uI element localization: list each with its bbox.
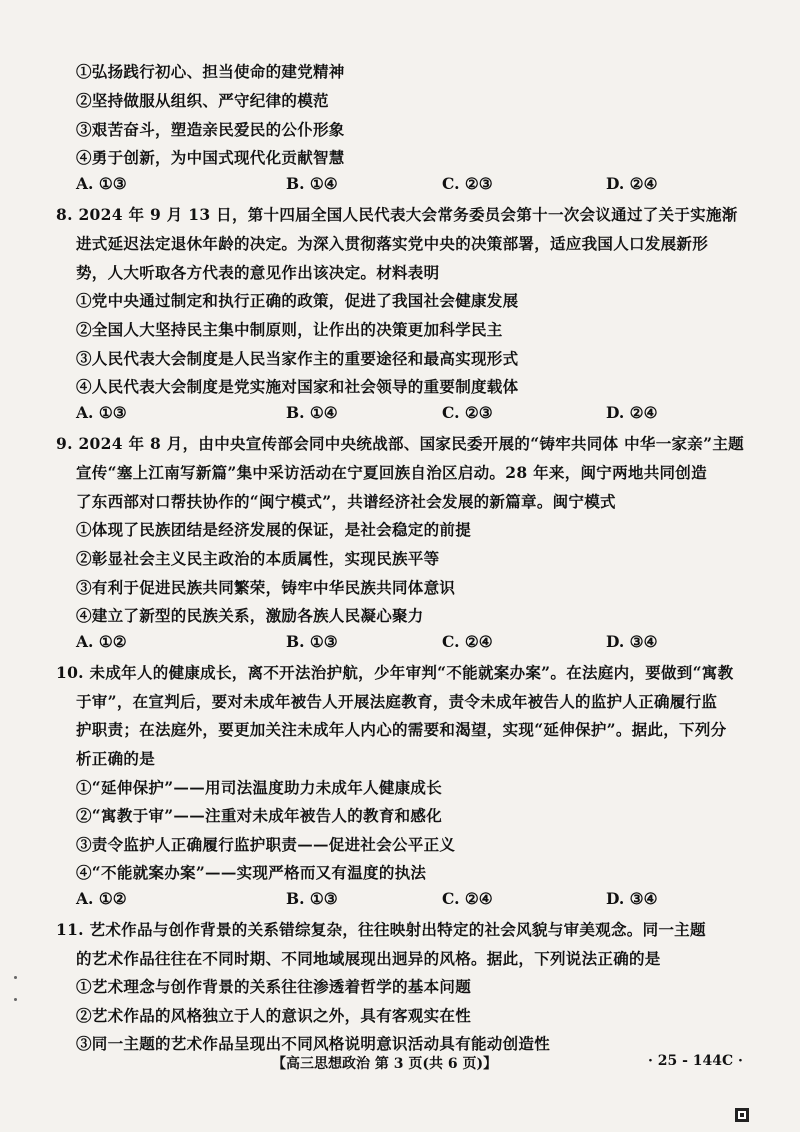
page-footer-title: 【高三思想政治 第 3 页(共 6 页)】 — [272, 1056, 498, 1072]
q8-choices — [76, 403, 736, 425]
q9-option-3: ③有利于促进民族共同繁荣，铸牢中华民族共同体意识 — [76, 578, 456, 597]
choice-b: B. ①③ — [286, 889, 338, 908]
q7-option-2: ②坚持做服从组织、严守纪律的模范 — [76, 91, 329, 110]
choice-a: A. ①③ — [76, 174, 127, 193]
q9-stem-line-2: 宣传“塞上江南写新篇”集中采访活动在宁夏回族自治区启动。28 年来，闽宁两地共同创造 — [76, 463, 707, 482]
q10-stem-line-3: 护职责；在法庭外，要更加关注未成年人内心的需要和渴望，实现“延伸保护”。据此，下列分 — [76, 720, 727, 739]
q11-stem-line-2: 的艺术作品往往在不同时期、不同地域展现出迥异的风格。据此，下列说法正确的是 — [76, 949, 661, 968]
choice-d: D. ②④ — [606, 174, 658, 193]
choice-d: D. ③④ — [606, 632, 658, 651]
q10-option-4: ④“不能就案办案”——实现严格而又有温度的执法 — [76, 863, 427, 882]
show-through-text — [480, 62, 484, 78]
q8-option-4: ④人民代表大会制度是党实施对国家和社会领导的重要制度载体 — [76, 377, 519, 396]
choice-d: D. ③④ — [606, 889, 658, 908]
q9-stem-line-3: 了东西部对口帮扶协作的“闽宁模式”，共谱经济社会发展的新篇章。闽宁模式 — [76, 492, 616, 511]
q10-option-2: ②“寓教于审”——注重对未成年被告人的教育和感化 — [76, 806, 443, 825]
qr-code-icon — [735, 1108, 749, 1122]
q8-option-3: ③人民代表大会制度是人民当家作主的重要途径和最高实现形式 — [76, 349, 519, 368]
choice-c: C. ②④ — [442, 889, 493, 908]
q11-option-3: ③同一主题的艺术作品呈现出不同风格说明意识活动具有能动创造性 — [76, 1034, 551, 1053]
q10-option-1: ①“延伸保护”——用司法温度助力未成年人健康成长 — [76, 778, 443, 797]
choice-d: D. ②④ — [606, 403, 658, 422]
q11-option-2: ②艺术作品的风格独立于人的意识之外，具有客观实在性 — [76, 1006, 472, 1025]
scan-speck — [14, 976, 17, 979]
choice-b: B. ①④ — [286, 174, 338, 193]
q8-option-2: ②全国人大坚持民主集中制原则，让作出的决策更加科学民主 — [76, 320, 503, 339]
q9-choices — [76, 632, 736, 654]
choice-b: B. ①④ — [286, 403, 338, 422]
q8-stem-line-3: 势，人大听取各方代表的意见作出该决定。材料表明 — [76, 263, 440, 282]
q7-option-3: ③艰苦奋斗，塑造亲民爱民的公仆形象 — [76, 120, 345, 139]
q8-stem-line-1: 8. 2024 年 9 月 13 日，第十四届全国人民代表大会常务委员会第十一次会议通过了关于实施渐 — [56, 205, 738, 224]
q9-stem-line-1: 9. 2024 年 8 月，由中央宣传部会同中央统战部、国家民委开展的“铸牢共同体 中华一家亲”主题 — [56, 434, 744, 453]
q10-stem-line-4: 析正确的是 — [76, 749, 156, 768]
q9-option-4: ④建立了新型的民族关系，激励各族人民凝心聚力 — [76, 606, 424, 625]
q8-stem-line-2: 进式延迟法定退休年龄的决定。为深入贯彻落实党中央的决策部署，适应我国人口发展新形 — [76, 234, 709, 253]
choice-a: A. ①③ — [76, 403, 127, 422]
paper-code: · 25 - 144C · — [648, 1053, 743, 1069]
choice-c: C. ②③ — [442, 174, 493, 193]
choice-a: A. ①② — [76, 632, 127, 651]
q10-stem-line-2: 于审”，在宣判后，要对未成年被告人开展法庭教育，责令未成年被告人的监护人正确履行监 — [76, 692, 718, 711]
q9-option-1: ①体现了民族团结是经济发展的保证，是社会稳定的前提 — [76, 520, 472, 539]
choice-c: C. ②③ — [442, 403, 493, 422]
q10-stem-line-1: 10. 未成年人的健康成长，离不开法治护航，少年审判“不能就案办案”。在法庭内，要做到“寓教 — [56, 663, 734, 682]
q11-stem-line-1: 11. 艺术作品与创作背景的关系错综复杂，往往映射出特定的社会风貌与审美观念。同一主题 — [56, 920, 706, 939]
q9-option-2: ②彰显社会主义民主政治的本质属性，实现民族平等 — [76, 549, 440, 568]
choice-c: C. ②④ — [442, 632, 493, 651]
q10-choices — [76, 889, 736, 911]
q7-option-4: ④勇于创新，为中国式现代化贡献智慧 — [76, 148, 345, 167]
choice-a: A. ①② — [76, 889, 127, 908]
q10-option-3: ③责令监护人正确履行监护职责——促进社会公平正义 — [76, 835, 456, 854]
q11-option-1: ①艺术理念与创作背景的关系往往渗透着哲学的基本问题 — [76, 977, 472, 996]
q7-choices — [76, 174, 736, 196]
q8-option-1: ①党中央通过制定和执行正确的政策，促进了我国社会健康发展 — [76, 291, 519, 310]
scan-speck — [14, 998, 17, 1001]
q7-option-1: ①弘扬践行初心、担当使命的建党精神 — [76, 62, 345, 81]
choice-b: B. ①③ — [286, 632, 338, 651]
